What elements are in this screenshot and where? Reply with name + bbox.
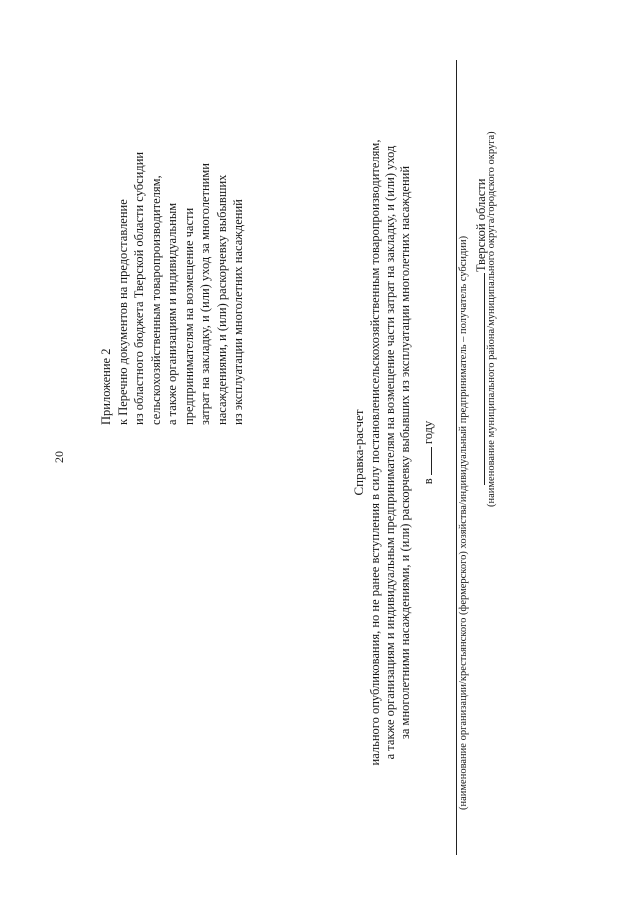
region-tail: Тверской области: [474, 178, 488, 272]
year-suffix: году: [421, 420, 435, 445]
appendix-line: насаждениями, и (или) раскорчевку выбывших: [214, 174, 229, 425]
page-number: 20: [52, 451, 66, 463]
appendix-line: а также организациям и индивидуальным: [165, 202, 179, 425]
document-intro: [368, 0, 413, 905]
intro-line: за многолетними насаждениями, и (или) раскорчевку выбывших из эксплуатации многолетних насаждений: [398, 165, 412, 740]
recipient-rule: [456, 60, 457, 855]
appendix-line: предпринимателям на возмещение части: [181, 207, 196, 425]
appendix-line: из областного бюджета Тверской области субсидии: [132, 151, 146, 425]
recipient-caption: (наименование организации/крестьянского (фермерского) хозяйства/индивидуальный предприниматель – получатель субсидии): [458, 235, 469, 810]
year-blank: [420, 447, 432, 475]
intro-line: а также организациям и индивидуальным предпринимателям на возмещение части затрат на закладку, и (или) уход: [383, 145, 397, 760]
appendix-line: из эксплуатации многолетних насаждений: [231, 199, 245, 425]
year-prefix: в: [421, 478, 435, 485]
appendix-line: затрат на закладку, и (или) уход за многолетними: [198, 163, 212, 425]
year-row: [420, 0, 436, 905]
appendix-line: к Перечню документов на предоставление: [115, 199, 130, 425]
municipality-rule: [484, 273, 485, 485]
municipality-caption: (наименование муниципального района/муниципального округа/городского округа): [486, 131, 497, 507]
appendix-line: Приложение 2: [99, 348, 113, 425]
intro-line: иального опубликования, но не ранее вступления в силу постановленисельскохозяйственным товаропроизводителям,: [368, 139, 382, 766]
appendix-block: [98, 5, 247, 425]
document-title: Справка-расчет: [351, 409, 366, 496]
appendix-line: сельскохозяйственным товаропроизводителям,: [148, 175, 163, 425]
